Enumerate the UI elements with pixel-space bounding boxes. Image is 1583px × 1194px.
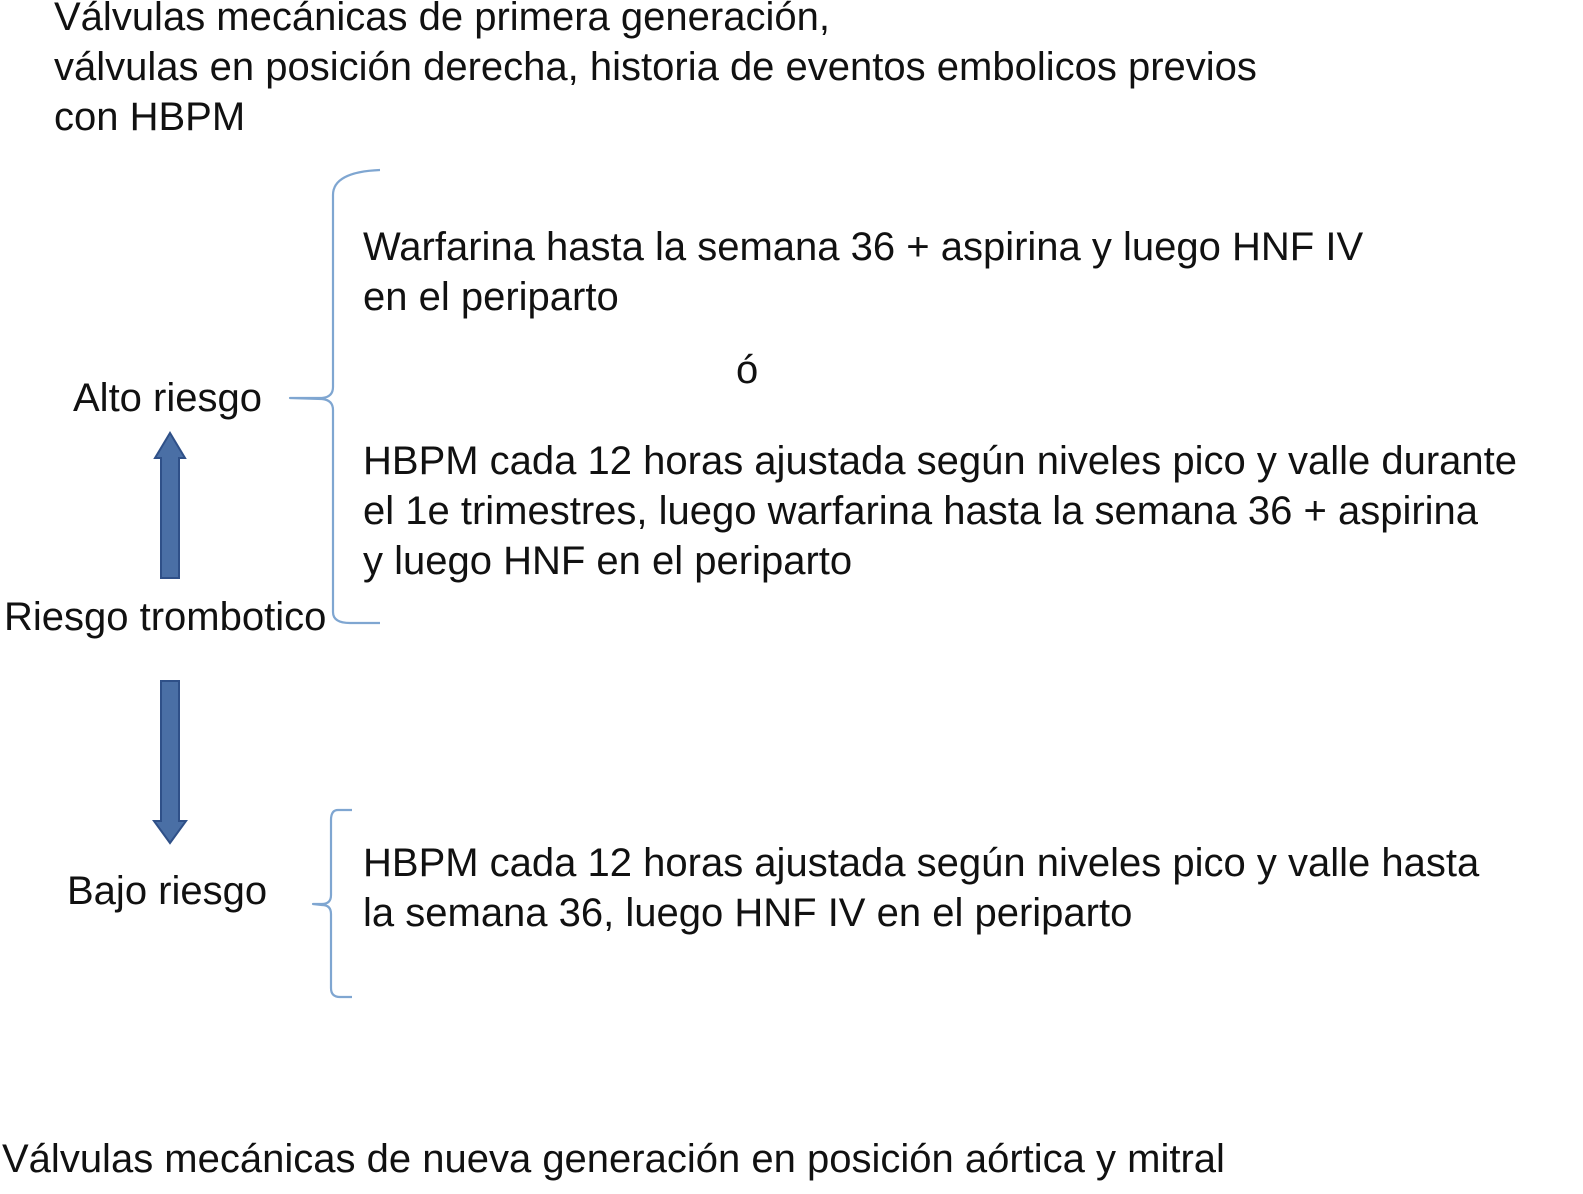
top-note-line: con HBPM	[54, 95, 246, 139]
high-risk-option-1-line: en el periparto	[363, 275, 619, 319]
low-risk-option-line: la semana 36, luego HNF IV en el periparto	[363, 891, 1133, 935]
up-arrow-icon	[155, 433, 185, 578]
high-risk-label: Alto riesgo	[73, 376, 262, 420]
low-risk-brace	[313, 810, 352, 997]
low-risk-option	[363, 838, 1479, 938]
top-note	[54, 0, 1257, 142]
low-risk-label: Bajo riesgo	[67, 869, 268, 913]
high-risk-option-2-line: el 1e trimestres, luego warfarina hasta la semana 36 + aspirina	[363, 489, 1479, 533]
high-risk-option-1	[363, 222, 1363, 322]
or-separator: ó	[736, 348, 759, 392]
down-arrow-icon	[154, 681, 186, 843]
bottom-note: Válvulas mecánicas de nueva generación en posición aórtica y mitral	[2, 1137, 1225, 1181]
high-risk-option-2-line: y luego HNF en el periparto	[363, 539, 853, 583]
low-risk-option-line: HBPM cada 12 horas ajustada según niveles pico y valle hasta	[363, 841, 1480, 885]
high-risk-option-2-line: HBPM cada 12 horas ajustada según niveles pico y valle durante	[363, 439, 1518, 483]
top-note-line: Válvulas mecánicas de primera generación,	[54, 0, 830, 39]
top-note-line: válvulas en posición derecha, historia de eventos embolicos previos	[54, 45, 1257, 89]
thrombotic-risk-label: Riesgo trombotico	[4, 595, 327, 639]
high-risk-option-1-line: Warfarina hasta la semana 36 + aspirina y luego HNF IV	[363, 225, 1364, 269]
high-risk-option-2	[363, 436, 1517, 586]
